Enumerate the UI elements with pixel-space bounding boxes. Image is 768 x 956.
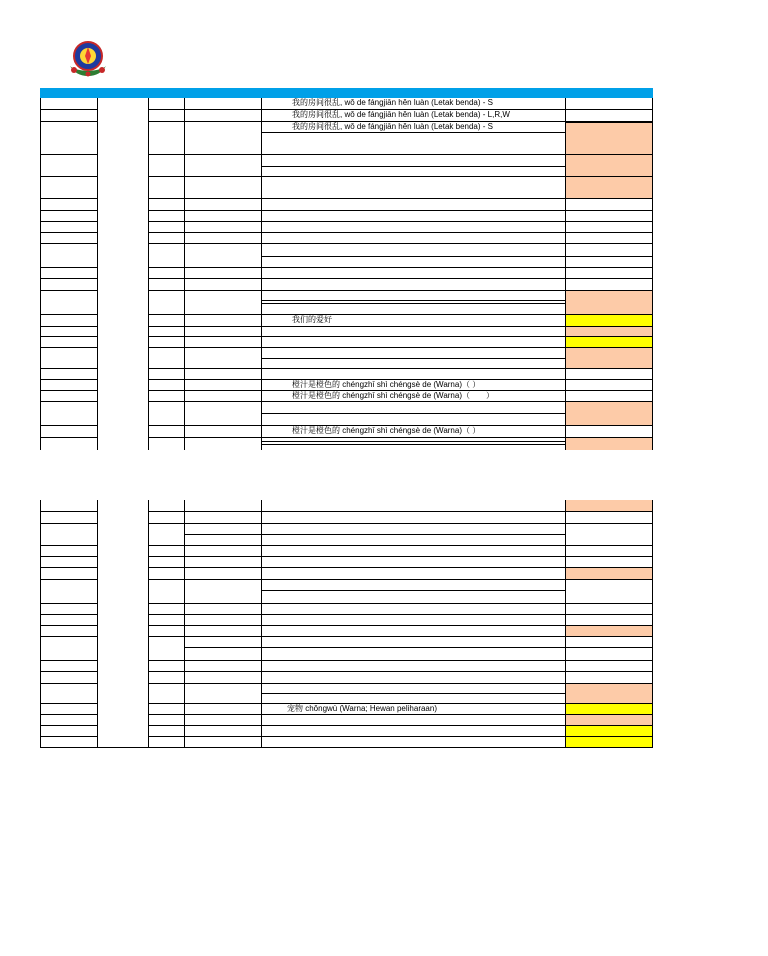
lesson-topic: 宠物 chǒngwù (Warna; Hewan peliharaan) [287, 704, 437, 713]
lesson-topic: 我的房间很乱, wǒ de fángjiān hěn luàn (Letak benda) - S [292, 122, 493, 131]
merged-week-cell [97, 557, 149, 705]
merged-week-cell [97, 704, 149, 748]
merged-week-cell [97, 291, 149, 370]
lesson-topic: 我们的爱好 [292, 315, 332, 324]
school-crest-logo [66, 40, 110, 78]
schedule-table-section-1 [40, 88, 653, 450]
lesson-topic: 我的房间很乱, wǒ de fángjiān hěn luàn (Letak benda) - S [292, 98, 493, 107]
lesson-topic: 橙汁是橙色的 chéngzhī shì chéngsè de (Warna)（ ） [292, 380, 481, 389]
merged-week-cell [97, 98, 149, 292]
lesson-topic: 我的房间很乱, wǒ de fángjiān hěn luàn (Letak benda) - L,R,W [292, 110, 510, 119]
merged-week-cell [97, 369, 149, 450]
lesson-topic: 橙汁是橙色的 chéngzhī shì chéngsè de (Warna)（ ） [292, 426, 481, 435]
schedule-table-section-2 [40, 500, 653, 748]
lesson-topic: 橙汁是橙色的 chéngzhī shì chéngsè de (Warna)（ ） [292, 391, 494, 400]
table-header-row [40, 88, 653, 98]
merged-week-cell [97, 500, 149, 558]
